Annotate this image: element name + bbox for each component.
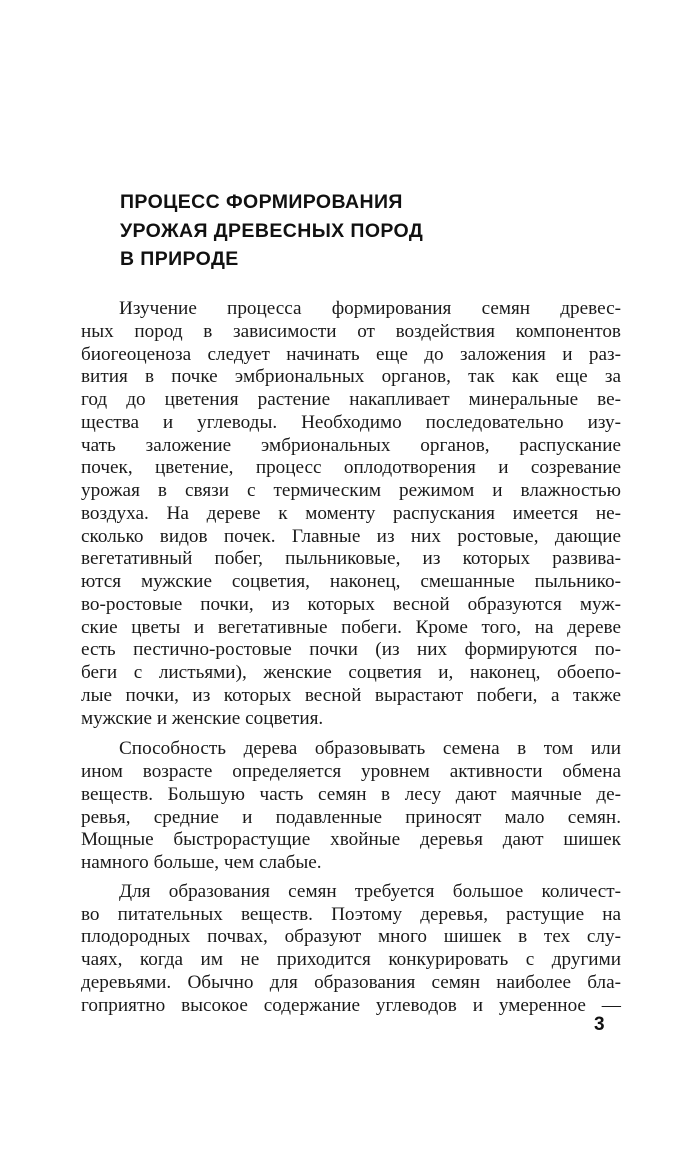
text-line: во-ростовые почки, из которых весной образуются муж-	[81, 593, 621, 615]
text-line: ином возрасте определяется уровнем активности обмена	[81, 761, 621, 782]
text-line: Мощные быстрорастущие хвойные деревья дают шишек	[81, 829, 621, 851]
text-line: лые почки, из которых весной вырастают побеги, а также	[81, 684, 621, 706]
text-line: ревья, средние и подавленные приносят мало семян.	[81, 806, 621, 828]
body-text	[81, 298, 621, 1017]
text-line: Способность дерева образовывать семена в том или	[119, 738, 621, 760]
text-line: гоприятно высокое содержание углеводов и умеренное —	[81, 994, 621, 1016]
text-line: урожая в связи с термическим режимом и влажностью	[81, 480, 621, 501]
text-line: Изучение процесса формирования семян древес-	[119, 298, 621, 319]
paragraph-2	[81, 738, 621, 875]
text-line: намного больше, чем слабые.	[81, 852, 322, 873]
text-line: ных пород в зависимости от воздействия компонентов	[81, 320, 621, 342]
text-line: во питательных веществ. Поэтому деревья, растущие на	[81, 903, 621, 925]
paragraph-1	[81, 298, 621, 730]
text-line: сколько видов почек. Главные из них ростовые, дающие	[81, 525, 621, 547]
text-line: есть пестично-ростовые почки (из них формируются по-	[81, 639, 621, 661]
text-line: год до цветения растение накапливает минеральные ве-	[81, 389, 621, 410]
text-line: плодородных почвах, образуют много шишек в тех слу-	[81, 926, 621, 948]
chapter-title-line: ПРОЦЕСС ФОРМИРОВАНИЯ	[120, 191, 403, 213]
text-line: веществ. Большую часть семян в лесу дают маячные де-	[81, 783, 621, 805]
text-line: беги с листьями), женские соцветия и, наконец, обоепо-	[81, 662, 621, 683]
text-line: ются мужские соцветия, наконец, смешанные пыльнико-	[81, 571, 621, 592]
chapter-title-line: УРОЖАЯ ДРЕВЕСНЫХ ПОРОД	[120, 219, 424, 242]
text-line: вегетативный побег, пыльниковые, из которых развива-	[81, 548, 621, 570]
text-line: мужские и женские соцветия.	[81, 707, 324, 729]
text-line: вития в почке эмбриональных органов, так как еще за	[81, 366, 621, 388]
text-line: чать заложение эмбриональных органов, распускание	[81, 434, 621, 456]
text-line: почек, цветение, процесс оплодотворения и созревание	[81, 457, 621, 479]
chapter-title-line: В ПРИРОДЕ	[120, 248, 239, 270]
text-line: деревьями. Обычно для образования семян наиболее бла-	[81, 971, 621, 993]
text-line: биогеоценоза следует начинать еще до заложения и раз-	[81, 343, 621, 365]
text-line: воздуха. На дереве к моменту распускания имеется не-	[81, 502, 621, 524]
text-line: чаях, когда им не приходится конкурировать с другими	[81, 949, 621, 970]
paragraph-3	[81, 881, 621, 1018]
text-line: щества и углеводы. Необходимо последовательно изу-	[81, 411, 621, 433]
text-line: ские цветы и вегетативные побеги. Кроме того, на дереве	[81, 616, 621, 638]
chapter-title	[120, 188, 480, 274]
text-line: Для образования семян требуется большое количест-	[119, 880, 621, 902]
page-number: 3	[594, 1014, 605, 1035]
